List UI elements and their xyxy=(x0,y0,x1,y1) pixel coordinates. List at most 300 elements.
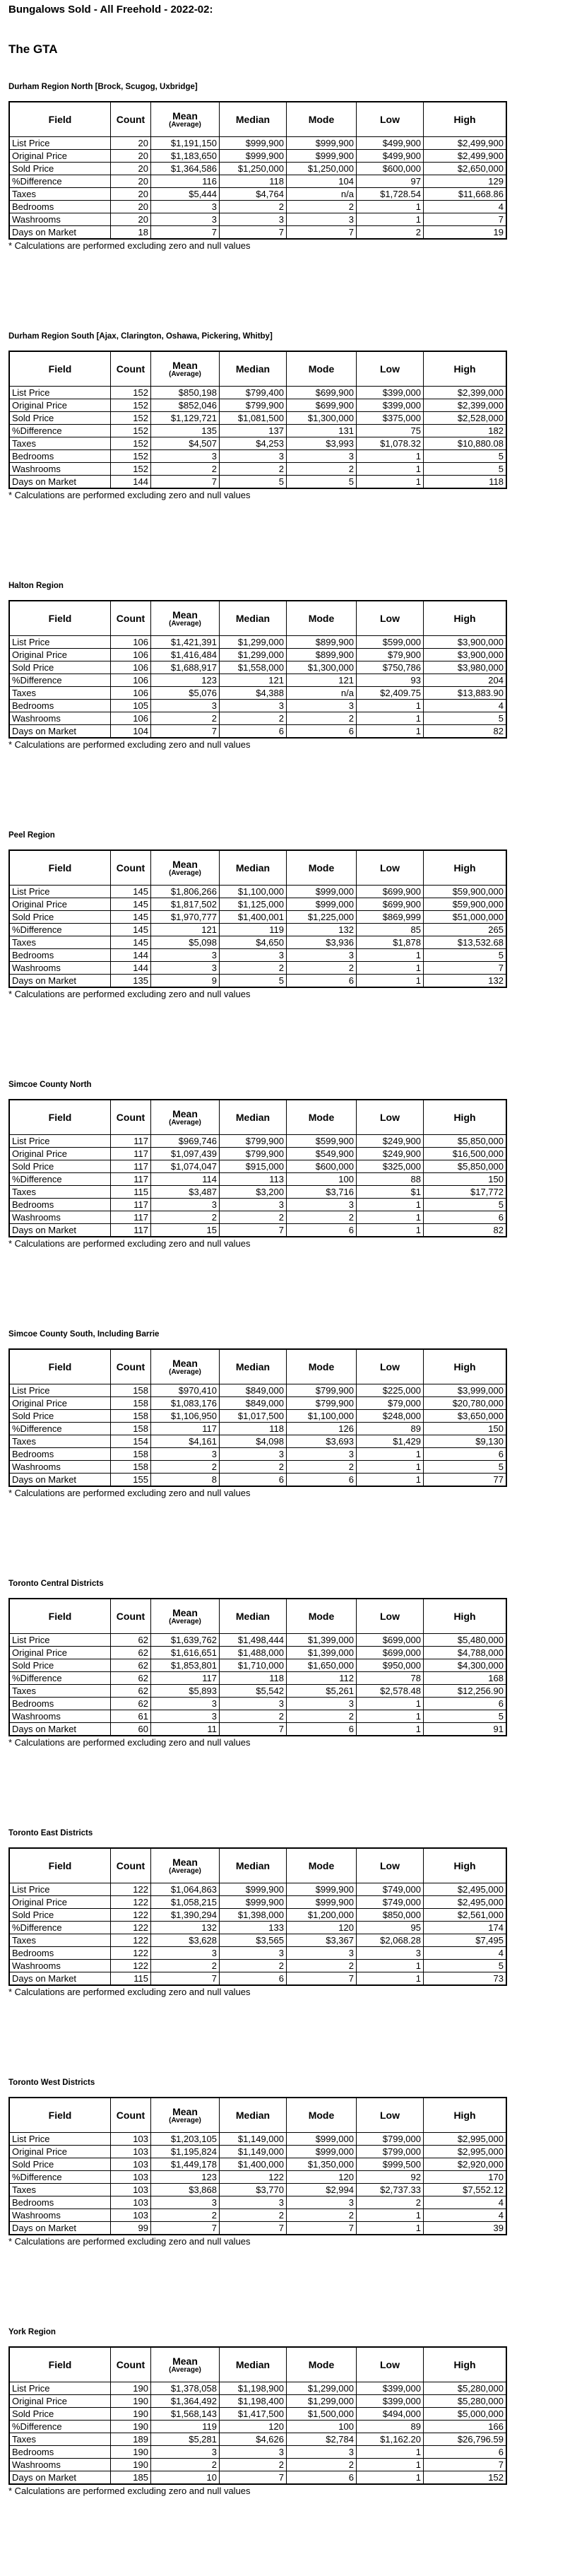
cell-mode: 7 xyxy=(287,1972,357,1986)
cell-field: %Difference xyxy=(9,2171,111,2184)
cell-low: $1,162.20 xyxy=(357,2433,424,2446)
cell-low: $699,900 xyxy=(357,886,424,898)
col-header-mean xyxy=(151,102,220,137)
cell-mode: 6 xyxy=(287,1474,357,1487)
cell-median: $1,100,000 xyxy=(220,886,287,898)
cell-high: 168 xyxy=(424,1672,507,1685)
cell-median: $1,417,500 xyxy=(220,2408,287,2421)
cell-count: 60 xyxy=(111,1723,151,1736)
table-row xyxy=(9,2184,506,2196)
cell-mean: 3 xyxy=(151,1448,220,1461)
cell-count: 18 xyxy=(111,226,151,240)
cell-median: 7 xyxy=(220,1723,287,1736)
col-header-field: Field xyxy=(9,102,111,137)
page-title: Bungalows Sold - All Freehold - 2022-02: xyxy=(8,4,213,16)
col-header-mean xyxy=(151,601,220,636)
cell-mode: $899,900 xyxy=(287,636,357,649)
col-header-field: Field xyxy=(9,2347,111,2382)
col-header-low: Low xyxy=(357,2098,424,2133)
table-row xyxy=(9,962,506,975)
cell-count: 122 xyxy=(111,1883,151,1896)
cell-median: $999,900 xyxy=(220,137,287,150)
cell-mode: $999,900 xyxy=(287,150,357,163)
cell-mode: 112 xyxy=(287,1672,357,1685)
cell-count: 145 xyxy=(111,898,151,911)
cell-count: 20 xyxy=(111,150,151,163)
cell-mode: 121 xyxy=(287,674,357,687)
footnote: * Calculations are performed excluding zero and null values xyxy=(8,490,251,500)
col-header-mode: Mode xyxy=(287,1349,357,1384)
cell-high: 82 xyxy=(424,725,507,739)
cell-field: Bedrooms xyxy=(9,201,111,213)
stats-table xyxy=(8,849,507,988)
cell-low: 93 xyxy=(357,674,424,687)
table-row xyxy=(9,1909,506,1922)
cell-mode: 6 xyxy=(287,1224,357,1237)
table-row xyxy=(9,1397,506,1410)
cell-low: $249,900 xyxy=(357,1135,424,1148)
cell-high: $51,000,000 xyxy=(424,911,507,924)
cell-count: 61 xyxy=(111,1710,151,1723)
col-header-high: High xyxy=(424,601,507,636)
cell-high: 91 xyxy=(424,1723,507,1736)
table-row xyxy=(9,1448,506,1461)
cell-count: 103 xyxy=(111,2209,151,2222)
cell-median: 7 xyxy=(220,226,287,240)
cell-count: 106 xyxy=(111,712,151,725)
cell-mode: 2 xyxy=(287,1461,357,1474)
cell-count: 20 xyxy=(111,163,151,175)
cell-field: Sold Price xyxy=(9,1659,111,1672)
col-header-mean xyxy=(151,2098,220,2133)
cell-low: 2 xyxy=(357,2196,424,2209)
table-row xyxy=(9,1896,506,1909)
table-body xyxy=(9,1883,506,1986)
stats-table xyxy=(8,101,507,240)
cell-mean: 7 xyxy=(151,226,220,240)
cell-mean: $1,064,863 xyxy=(151,1883,220,1896)
col-header-median: Median xyxy=(220,850,287,886)
cell-high: 73 xyxy=(424,1972,507,1986)
cell-high: 118 xyxy=(424,476,507,489)
cell-field: List Price xyxy=(9,1135,111,1148)
cell-low: 97 xyxy=(357,175,424,188)
cell-mean: $5,281 xyxy=(151,2433,220,2446)
cell-median: 3 xyxy=(220,2446,287,2459)
cell-field: Taxes xyxy=(9,437,111,450)
cell-high: $3,900,000 xyxy=(424,649,507,661)
cell-high: $16,500,000 xyxy=(424,1148,507,1160)
cell-field: %Difference xyxy=(9,1672,111,1685)
cell-field: Taxes xyxy=(9,2184,111,2196)
cell-mode: 3 xyxy=(287,1448,357,1461)
cell-high: 5 xyxy=(424,949,507,962)
cell-median: 2 xyxy=(220,712,287,725)
cell-field: %Difference xyxy=(9,1173,111,1186)
cell-median: $3,565 xyxy=(220,1934,287,1947)
table-row xyxy=(9,700,506,712)
table-row xyxy=(9,2471,506,2485)
cell-high: 5 xyxy=(424,450,507,463)
cell-high: 5 xyxy=(424,463,507,476)
col-header-field: Field xyxy=(9,850,111,886)
cell-field: Washrooms xyxy=(9,463,111,476)
cell-mean: 2 xyxy=(151,2209,220,2222)
cell-field: Days on Market xyxy=(9,1723,111,1736)
col-header-count: Count xyxy=(111,850,151,886)
col-header-mode: Mode xyxy=(287,351,357,387)
cell-mode: 3 xyxy=(287,700,357,712)
table-row xyxy=(9,2408,506,2421)
cell-high: $11,668.86 xyxy=(424,188,507,201)
footnote: * Calculations are performed excluding zero and null values xyxy=(8,1987,251,1997)
cell-low: $1 xyxy=(357,1186,424,1199)
table-row xyxy=(9,2209,506,2222)
col-header-high: High xyxy=(424,1848,507,1883)
cell-count: 103 xyxy=(111,2146,151,2158)
cell-field: List Price xyxy=(9,387,111,399)
cell-median: 113 xyxy=(220,1173,287,1186)
cell-mean: 3 xyxy=(151,949,220,962)
col-header-mean-label: Mean xyxy=(172,359,198,371)
footnote: * Calculations are performed excluding zero and null values xyxy=(8,1737,251,1748)
cell-median: $1,400,000 xyxy=(220,2158,287,2171)
cell-median: 6 xyxy=(220,1474,287,1487)
cell-count: 20 xyxy=(111,175,151,188)
table-row xyxy=(9,1384,506,1397)
cell-low: $79,000 xyxy=(357,1397,424,1410)
cell-mean: 7 xyxy=(151,2222,220,2235)
cell-low: 3 xyxy=(357,1947,424,1960)
col-header-median: Median xyxy=(220,102,287,137)
table-row xyxy=(9,674,506,687)
cell-low: $2,068.28 xyxy=(357,1934,424,1947)
cell-median: 2 xyxy=(220,1960,287,1972)
col-header-mean-label: Mean xyxy=(172,2355,198,2367)
table-header-row xyxy=(9,1100,506,1135)
cell-count: 117 xyxy=(111,1173,151,1186)
cell-low: $699,000 xyxy=(357,1634,424,1647)
page-subtitle: The GTA xyxy=(8,42,58,56)
col-header-mean-label: Mean xyxy=(172,858,198,870)
footnote: * Calculations are performed excluding zero and null values xyxy=(8,2486,251,2496)
col-header-count: Count xyxy=(111,1349,151,1384)
cell-low: 92 xyxy=(357,2171,424,2184)
cell-high: 174 xyxy=(424,1922,507,1934)
cell-high: 39 xyxy=(424,2222,507,2235)
cell-mode: 5 xyxy=(287,476,357,489)
cell-mean: $969,746 xyxy=(151,1135,220,1148)
cell-field: Sold Price xyxy=(9,1160,111,1173)
cell-field: Days on Market xyxy=(9,1474,111,1487)
table-row xyxy=(9,437,506,450)
col-header-mean-sub: (Average) xyxy=(169,1368,201,1376)
table-row xyxy=(9,1173,506,1186)
cell-mean: $1,191,150 xyxy=(151,137,220,150)
cell-high: 7 xyxy=(424,213,507,226)
col-header-count: Count xyxy=(111,1848,151,1883)
region-title: Toronto Central Districts xyxy=(8,1580,104,1588)
table-header-row xyxy=(9,102,506,137)
col-header-field: Field xyxy=(9,1599,111,1634)
cell-median: 7 xyxy=(220,2471,287,2485)
col-header-mean-sub: (Average) xyxy=(169,120,201,129)
cell-field: List Price xyxy=(9,1883,111,1896)
cell-field: Bedrooms xyxy=(9,450,111,463)
cell-mode: $1,299,000 xyxy=(287,2395,357,2408)
cell-field: Washrooms xyxy=(9,1211,111,1224)
cell-high: 6 xyxy=(424,2446,507,2459)
cell-median: $1,149,000 xyxy=(220,2146,287,2158)
table-row xyxy=(9,175,506,188)
table-row xyxy=(9,137,506,150)
cell-mean: 2 xyxy=(151,712,220,725)
cell-mode: 100 xyxy=(287,1173,357,1186)
cell-count: 158 xyxy=(111,1410,151,1423)
cell-mean: 2 xyxy=(151,1211,220,1224)
cell-field: Original Price xyxy=(9,898,111,911)
col-header-low: Low xyxy=(357,1100,424,1135)
cell-high: $2,995,000 xyxy=(424,2146,507,2158)
cell-low: 1 xyxy=(357,2222,424,2235)
cell-field: Washrooms xyxy=(9,962,111,975)
cell-field: Original Price xyxy=(9,399,111,412)
cell-mean: $1,817,502 xyxy=(151,898,220,911)
table-row xyxy=(9,898,506,911)
cell-field: Taxes xyxy=(9,2433,111,2446)
cell-low: 1 xyxy=(357,2209,424,2222)
cell-mean: 3 xyxy=(151,1199,220,1211)
cell-count: 62 xyxy=(111,1659,151,1672)
cell-mode: 2 xyxy=(287,1710,357,1723)
cell-low: $499,900 xyxy=(357,137,424,150)
cell-count: 122 xyxy=(111,1934,151,1947)
cell-count: 185 xyxy=(111,2471,151,2485)
cell-mode: $1,650,000 xyxy=(287,1659,357,1672)
cell-count: 158 xyxy=(111,1384,151,1397)
cell-mode: 2 xyxy=(287,1211,357,1224)
cell-mode: 3 xyxy=(287,213,357,226)
table-row xyxy=(9,1723,506,1736)
cell-mode: $999,000 xyxy=(287,2133,357,2146)
col-header-count: Count xyxy=(111,2347,151,2382)
cell-low: 78 xyxy=(357,1672,424,1685)
col-header-mean xyxy=(151,1100,220,1135)
col-header-count: Count xyxy=(111,1599,151,1634)
cell-mean: $3,487 xyxy=(151,1186,220,1199)
cell-median: $1,299,000 xyxy=(220,636,287,649)
table-body xyxy=(9,2382,506,2485)
cell-field: Washrooms xyxy=(9,213,111,226)
table-row xyxy=(9,1883,506,1896)
cell-high: $3,900,000 xyxy=(424,636,507,649)
cell-high: 182 xyxy=(424,425,507,437)
cell-mode: n/a xyxy=(287,687,357,700)
cell-mean: $3,868 xyxy=(151,2184,220,2196)
cell-median: 133 xyxy=(220,1922,287,1934)
cell-mode: 2 xyxy=(287,2209,357,2222)
cell-low: 1 xyxy=(357,2471,424,2485)
cell-count: 106 xyxy=(111,636,151,649)
table-body xyxy=(9,1634,506,1736)
table-row xyxy=(9,687,506,700)
cell-mode: $3,693 xyxy=(287,1435,357,1448)
cell-high: $5,000,000 xyxy=(424,2408,507,2421)
cell-mode: $1,100,000 xyxy=(287,1410,357,1423)
table-row xyxy=(9,1410,506,1423)
cell-field: Sold Price xyxy=(9,412,111,425)
cell-mean: $1,129,721 xyxy=(151,412,220,425)
col-header-count: Count xyxy=(111,102,151,137)
cell-field: Sold Price xyxy=(9,2408,111,2421)
cell-field: Original Price xyxy=(9,649,111,661)
cell-median: $1,149,000 xyxy=(220,2133,287,2146)
table-row xyxy=(9,387,506,399)
table-header-row xyxy=(9,351,506,387)
cell-field: Sold Price xyxy=(9,163,111,175)
cell-mean: 123 xyxy=(151,674,220,687)
cell-mean: $1,378,058 xyxy=(151,2382,220,2395)
region-title: Halton Region xyxy=(8,582,64,590)
cell-count: 106 xyxy=(111,661,151,674)
cell-low: $399,000 xyxy=(357,399,424,412)
cell-high: $9,130 xyxy=(424,1435,507,1448)
cell-mean: 7 xyxy=(151,1972,220,1986)
cell-mean: 3 xyxy=(151,1698,220,1710)
cell-mean: 3 xyxy=(151,213,220,226)
cell-low: $1,429 xyxy=(357,1435,424,1448)
cell-mode: $999,900 xyxy=(287,1883,357,1896)
cell-count: 190 xyxy=(111,2395,151,2408)
cell-low: $599,000 xyxy=(357,636,424,649)
cell-median: $1,299,000 xyxy=(220,649,287,661)
cell-median: 137 xyxy=(220,425,287,437)
footnote: * Calculations are performed excluding zero and null values xyxy=(8,240,251,251)
col-header-low: Low xyxy=(357,102,424,137)
cell-mean: 3 xyxy=(151,2446,220,2459)
cell-high: 166 xyxy=(424,2421,507,2433)
cell-median: $799,400 xyxy=(220,387,287,399)
cell-mode: $799,900 xyxy=(287,1384,357,1397)
table-header-row xyxy=(9,2098,506,2133)
region-section-9 xyxy=(8,2327,565,2576)
cell-low: 1 xyxy=(357,1710,424,1723)
cell-mode: $1,500,000 xyxy=(287,2408,357,2421)
region-section-3 xyxy=(8,830,565,1079)
cell-field: Washrooms xyxy=(9,1461,111,1474)
cell-mode: $3,936 xyxy=(287,936,357,949)
cell-count: 152 xyxy=(111,412,151,425)
cell-high: $2,495,000 xyxy=(424,1883,507,1896)
cell-median: $1,400,001 xyxy=(220,911,287,924)
cell-high: 4 xyxy=(424,2196,507,2209)
table-row xyxy=(9,163,506,175)
cell-median: 2 xyxy=(220,1710,287,1723)
cell-high: 82 xyxy=(424,1224,507,1237)
cell-count: 62 xyxy=(111,1647,151,1659)
col-header-median: Median xyxy=(220,351,287,387)
cell-mode: $1,399,000 xyxy=(287,1647,357,1659)
cell-high: 132 xyxy=(424,975,507,988)
cell-count: 117 xyxy=(111,1224,151,1237)
cell-low: 1 xyxy=(357,213,424,226)
cell-median: 6 xyxy=(220,725,287,739)
table-header-row xyxy=(9,1349,506,1384)
table-row xyxy=(9,2171,506,2184)
table-row xyxy=(9,1461,506,1474)
table-row xyxy=(9,226,506,240)
cell-mode: 2 xyxy=(287,1960,357,1972)
col-header-mode: Mode xyxy=(287,601,357,636)
cell-mode: $1,299,000 xyxy=(287,2382,357,2395)
table-row xyxy=(9,1672,506,1685)
cell-high: 5 xyxy=(424,1960,507,1972)
region-title: Peel Region xyxy=(8,831,55,840)
col-header-mean xyxy=(151,850,220,886)
cell-high: $17,772 xyxy=(424,1186,507,1199)
cell-mode: 2 xyxy=(287,712,357,725)
cell-high: 6 xyxy=(424,1448,507,1461)
cell-median: 7 xyxy=(220,1224,287,1237)
footnote: * Calculations are performed excluding zero and null values xyxy=(8,2236,251,2247)
table-body xyxy=(9,636,506,739)
region-title: Simcoe County North xyxy=(8,1081,92,1089)
cell-median: $3,770 xyxy=(220,2184,287,2196)
col-header-mean-sub: (Average) xyxy=(169,2365,201,2374)
table-row xyxy=(9,911,506,924)
cell-field: Original Price xyxy=(9,2395,111,2408)
cell-low: 1 xyxy=(357,725,424,739)
table-body xyxy=(9,137,506,240)
col-header-mean xyxy=(151,2347,220,2382)
table-row xyxy=(9,1211,506,1224)
cell-mode: 126 xyxy=(287,1423,357,1435)
table-row xyxy=(9,2222,506,2235)
cell-median: $1,125,000 xyxy=(220,898,287,911)
cell-mean: 15 xyxy=(151,1224,220,1237)
cell-field: Washrooms xyxy=(9,2209,111,2222)
cell-count: 104 xyxy=(111,725,151,739)
table-row xyxy=(9,1960,506,1972)
table-row xyxy=(9,1199,506,1211)
cell-mean: 7 xyxy=(151,476,220,489)
cell-mean: 8 xyxy=(151,1474,220,1487)
cell-count: 117 xyxy=(111,1199,151,1211)
cell-high: $4,300,000 xyxy=(424,1659,507,1672)
cell-field: List Price xyxy=(9,137,111,150)
cell-high: 5 xyxy=(424,1710,507,1723)
cell-mode: $3,993 xyxy=(287,437,357,450)
cell-field: %Difference xyxy=(9,425,111,437)
cell-count: 103 xyxy=(111,2171,151,2184)
table-row xyxy=(9,1423,506,1435)
cell-field: List Price xyxy=(9,1634,111,1647)
cell-median: $3,200 xyxy=(220,1186,287,1199)
cell-median: 118 xyxy=(220,1672,287,1685)
cell-low: 1 xyxy=(357,2446,424,2459)
cell-count: 189 xyxy=(111,2433,151,2446)
table-row xyxy=(9,213,506,226)
cell-count: 20 xyxy=(111,188,151,201)
cell-high: $4,788,000 xyxy=(424,1647,507,1659)
cell-mean: $1,421,391 xyxy=(151,636,220,649)
cell-count: 158 xyxy=(111,1397,151,1410)
table-row xyxy=(9,661,506,674)
cell-high: 152 xyxy=(424,2471,507,2485)
cell-mode: $1,300,000 xyxy=(287,661,357,674)
cell-field: Taxes xyxy=(9,1934,111,1947)
cell-low: $1,078.32 xyxy=(357,437,424,450)
